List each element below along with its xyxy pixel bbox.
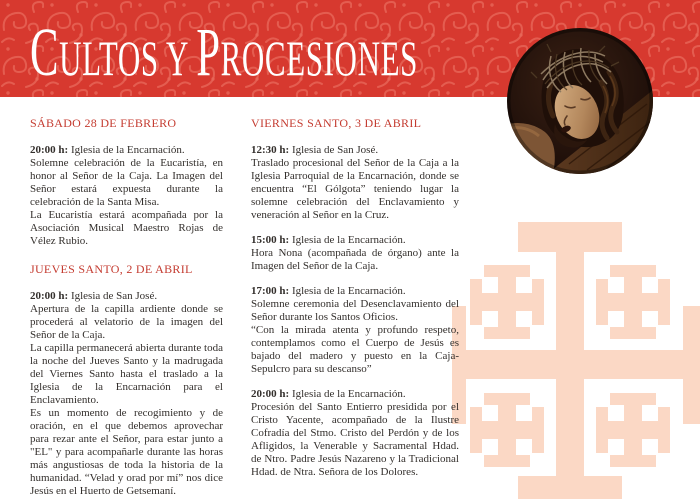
title-segment: ROCESIONES <box>220 30 418 86</box>
event <box>251 234 459 273</box>
event-place: Iglesia de San José. <box>289 144 379 156</box>
event <box>251 144 459 222</box>
event-time-line <box>30 290 223 303</box>
column-right <box>251 117 459 479</box>
event-place: Iglesia de San José. <box>68 290 158 302</box>
event <box>30 290 223 498</box>
title-segment: ULTOS Y <box>59 30 197 86</box>
event-time: 12:30 h: <box>251 144 290 156</box>
event-time: 17:00 h: <box>251 285 290 297</box>
page-title <box>30 14 418 90</box>
event <box>251 388 459 479</box>
event-paragraph: Procesión del Santo Entierro presidida por el Cristo Yacente, acompañado de la Ilustre Cofradía del Stmo. Cristo del Perdón y de los Afligidos, la Venerable y Sacramental Hdad. de Ntro. Padre Jesús Nazareno y la Tradicional Hdad. de Ntra. Señora de los Dolores. <box>251 401 459 478</box>
section-viernes-santo <box>251 117 459 479</box>
event-time-line <box>251 285 459 298</box>
event-paragraph: Traslado procesional del Señor de la Caja a la Iglesia Parroquial de la Encarnación, donde se encuentra “El Gólgota” teniendo lugar la solemne celebración del Enclavamiento y veneración al Señor en la Cruz. <box>251 157 459 221</box>
event-place: Iglesia de la Encarnación. <box>68 144 185 156</box>
event-paragraph: Apertura de la capilla ardiente donde se procederá al velatorio de la imagen del Señor de la Caja. <box>30 303 223 341</box>
event <box>251 285 459 376</box>
christ-statue-photo <box>507 28 653 174</box>
event-time-line <box>251 144 459 157</box>
event-time: 20:00 h: <box>30 290 69 302</box>
event-paragraph: Solemne ceremonia del Desenclavamiento del Señor durante los Santos Oficios. <box>251 298 459 323</box>
title-initial-p: P <box>196 14 221 90</box>
section-heading: VIERNES SANTO, 3 DE ABRIL <box>251 116 422 130</box>
event-time: 20:00 h: <box>251 388 290 400</box>
event-time: 15:00 h: <box>251 234 290 246</box>
event-time-line <box>251 388 459 401</box>
event-paragraph: “Con la mirada atenta y profundo respeto, contemplamos como el Cuerpo de Jesús es bajado del madero y puesto en la Caja-Sepulcro para su descanso” <box>251 324 459 375</box>
event-time: 20:00 h: <box>30 144 69 156</box>
event <box>30 144 223 248</box>
event-place: Iglesia de la Encarnación. <box>289 234 406 246</box>
section-heading: JUEVES SANTO, 2 DE ABRIL <box>30 262 193 276</box>
section-jueves-santo <box>30 263 223 498</box>
column-left <box>30 117 223 498</box>
section-sabado-28-febrero <box>30 117 223 248</box>
event-paragraph: La Eucaristía estará acompañada por la Asociación Musical Maestro Rojas de Vélez Rubio. <box>30 209 223 247</box>
event-place: Iglesia de la Encarnación. <box>289 285 406 297</box>
title-initial-c: C <box>30 14 60 90</box>
event-paragraph: Solemne celebración de la Eucaristía, en honor al Señor de la Caja. La Imagen del Señor estará expuesta durante la celebración de la Santa Misa. <box>30 157 223 208</box>
event-time-line <box>251 234 459 247</box>
event-paragraph: Es un momento de recogimiento y de oración, en el que debemos aprovechar para rezar ante el Señor, para estar junto a "EL" y para acompañarle durante las horas más angustiosas de toda la historia de la humanidad. “Velad y orad por mí” nos dice Jesús en el Huerto de Getsemaní. <box>30 407 223 497</box>
section-heading: SÁBADO 28 DE FEBRERO <box>30 116 177 130</box>
event-paragraph: La capilla permanecerá abierta durante toda la noche del Jueves Santo y la madrugada del Viernes Santo hasta el traslado a la Iglesia de la Encarnación para el Enclavamiento. <box>30 342 223 406</box>
event-time-line <box>30 144 223 157</box>
event-place: Iglesia de la Encarnación. <box>289 388 406 400</box>
event-paragraph: Hora Nona (acompañada de órgano) ante la Imagen del Señor de la Caja. <box>251 247 459 272</box>
jerusalem-cross-icon <box>440 215 700 499</box>
